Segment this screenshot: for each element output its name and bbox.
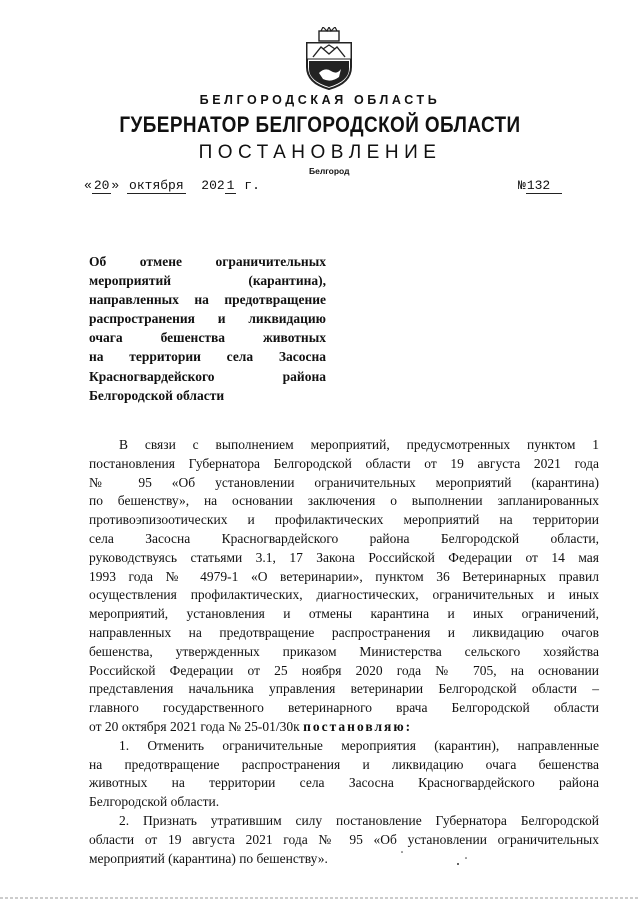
subject-line-text: очага бешенства животных xyxy=(89,330,326,346)
item-1-line-text: животных на территории села Засосна Красногвардейского района xyxy=(89,775,599,791)
preamble-line-text: направленных на предотвращение распространения и ликвидацию очагов xyxy=(89,624,599,640)
coat-of-arms-emblem xyxy=(301,27,357,91)
preamble-line-text: руководствуясь статьями 3.1, 17 Закона Российской Федерации от 14 мая xyxy=(89,549,599,565)
number-sign: № xyxy=(518,178,526,193)
date-close-quote: » xyxy=(111,178,120,193)
preamble-line xyxy=(89,511,599,530)
preamble-line xyxy=(89,492,599,511)
preamble-line xyxy=(89,436,599,455)
item-1-line xyxy=(89,756,599,775)
item-1-paragraph xyxy=(89,737,599,812)
preamble-line xyxy=(89,662,599,681)
subject-line xyxy=(89,328,326,347)
date-year-prefix: 202 xyxy=(201,178,225,193)
subject-block xyxy=(89,252,326,405)
region-heading: БЕЛГОРОДСКАЯ ОБЛАСТЬ xyxy=(199,93,441,107)
preamble-line-text: главного государственного ветеринарного врача Белгородской области xyxy=(89,700,599,716)
preamble-line-text: постановления Губернатора Белгородской области от 19 августа 2021 года xyxy=(89,455,599,471)
subject-line xyxy=(89,271,326,290)
preamble-line-text: села Засосна Красногвардейского района Белгородской области, xyxy=(89,530,599,546)
item-2-line-text: области от 19 августа 2021 года № 95 «Об установлении ограничительных xyxy=(89,831,599,847)
preamble-line xyxy=(89,549,599,568)
subject-line-text: на территории села Засосна xyxy=(89,349,326,365)
subject-line-text: Красногвардейского района xyxy=(89,368,326,384)
item-1-line-text: Белгородской области. xyxy=(89,794,220,810)
item-2-line xyxy=(89,831,599,850)
item-2-line-text: 2. Признать утратившим силу постановление Губернатора Белгородской xyxy=(119,812,599,828)
governor-heading: ГУБЕРНАТОР БЕЛГОРОДСКОЙ ОБЛАСТИ xyxy=(119,112,521,137)
preamble-line-text: № 95 «Об установлении ограничительных мероприятий (карантина) xyxy=(89,474,599,490)
preamble-line xyxy=(89,474,599,493)
preamble-line-text: представления начальника управления ветеринарии Белгородской области – xyxy=(89,681,599,697)
decree-word: постановляю: xyxy=(303,718,413,734)
item-2-line xyxy=(89,850,599,869)
preamble-line-text: осуществления профилактических, диагностических, ограничительных и иных xyxy=(89,587,599,603)
preamble-line xyxy=(89,643,599,662)
document-type-heading: ПОСТАНОВЛЕНИЕ xyxy=(198,142,442,163)
preamble-line xyxy=(89,455,599,474)
document-date xyxy=(84,178,260,193)
item-2-line xyxy=(89,812,599,831)
subject-line-text: мероприятий (карантина), xyxy=(89,273,326,289)
date-year-suffix: 1 xyxy=(226,178,235,193)
date-open-quote: « xyxy=(84,178,92,193)
subject-line xyxy=(89,347,326,366)
date-month: октября xyxy=(129,178,184,193)
subject-line-text: распространения и ликвидацию xyxy=(89,311,326,327)
subject-line-text: Об отмене ограничительных xyxy=(89,254,326,269)
preamble-line xyxy=(89,680,599,699)
preamble-line-text: мероприятий, установления и отмены карантина и иных ограничений, xyxy=(89,606,599,622)
preamble-line-text: противоэпизоотических и профилактических мероприятий на территории xyxy=(89,512,599,528)
preamble-last-text: от 20 октября 2021 года № 25-01/30к xyxy=(89,718,300,734)
preamble-line xyxy=(89,699,599,718)
preamble-paragraph xyxy=(89,436,599,718)
item-1-line xyxy=(89,737,599,756)
preamble-line-text: Российской Федерации от 25 ноября 2020 года № 705, на основании xyxy=(89,662,599,678)
preamble-line xyxy=(89,568,599,587)
subject-line-text: Белгородской области xyxy=(89,387,225,403)
date-day: 20 xyxy=(93,178,110,193)
date-year-word: г. xyxy=(244,178,260,193)
document-number xyxy=(518,178,562,193)
preamble-line xyxy=(89,605,599,624)
item-1-line-text: 1. Отменить ограничительные мероприятия (карантин), направленные xyxy=(119,737,599,753)
preamble-last-line xyxy=(89,718,599,737)
preamble-line-text: бешенства, утвержденных приказом Министерства сельского хозяйства xyxy=(89,643,599,659)
item-1-line xyxy=(89,774,599,793)
item-1-line-text: на предотвращение распространения и ликвидацию очага бешенства xyxy=(89,756,599,772)
preamble-line xyxy=(89,586,599,605)
item-1-line xyxy=(89,793,599,812)
subject-line xyxy=(89,367,326,386)
preamble-line xyxy=(89,624,599,643)
item-2-line-text: мероприятий (карантина) по бешенству». xyxy=(89,850,328,866)
city-label: Белгород xyxy=(309,166,350,176)
subject-line xyxy=(89,290,326,309)
item-2-paragraph xyxy=(89,812,599,868)
body-text xyxy=(89,436,599,868)
preamble-line-text: по бешенству», на основании заключения о выполнении запланированных xyxy=(89,493,599,509)
subject-line-text: направленных на предотвращение xyxy=(89,292,326,308)
preamble-line-text: 1993 года № 4979-1 «О ветеринарии», пунктом 36 Ветеринарных правил xyxy=(89,568,599,584)
number-value: 132 xyxy=(526,178,562,194)
subject-line xyxy=(89,309,326,328)
preamble-line xyxy=(89,530,599,549)
subject-line xyxy=(89,252,326,271)
preamble-line-text: В связи с выполнением мероприятий, предусмотренных пунктом 1 xyxy=(119,437,599,452)
subject-line xyxy=(89,386,326,405)
